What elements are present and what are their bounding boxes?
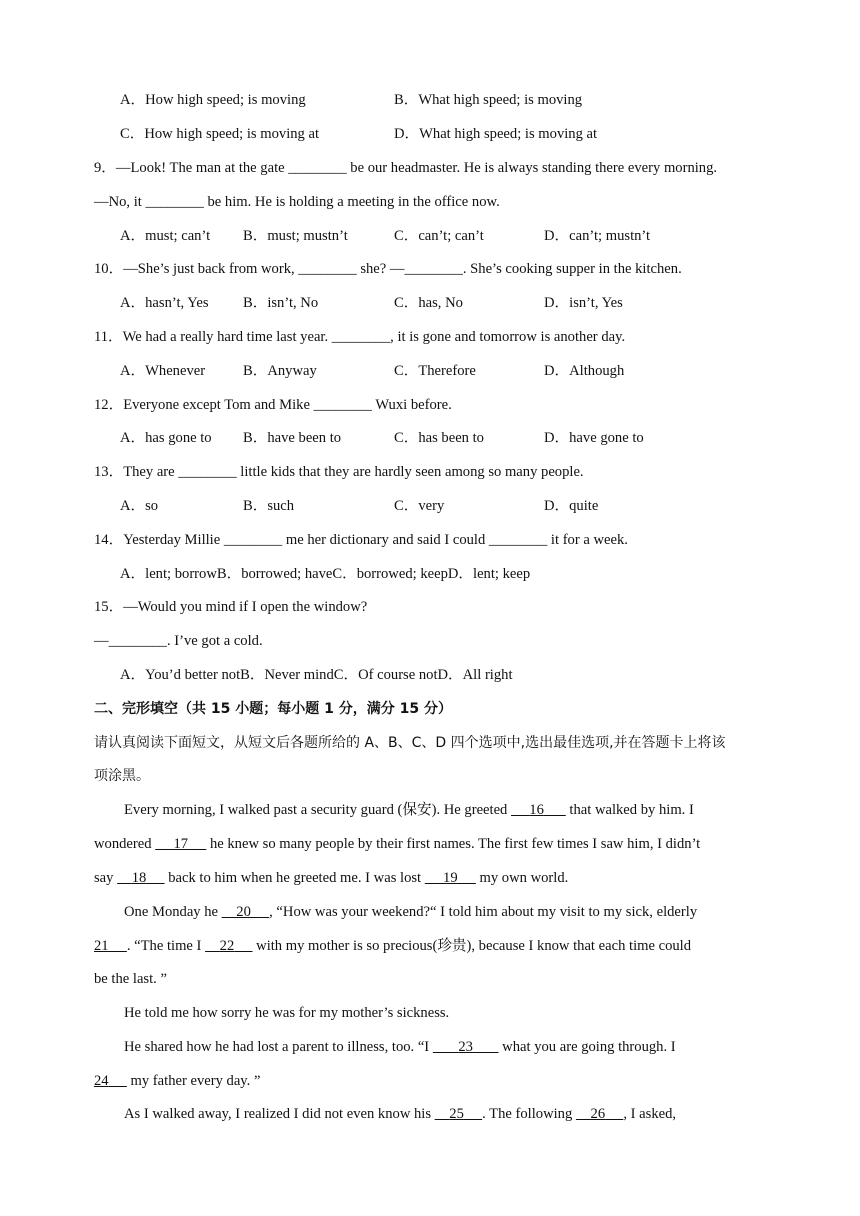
passage-line <box>94 834 766 854</box>
passage-text: my father every day. ” <box>130 1073 261 1089</box>
passage-line <box>94 1071 766 1091</box>
blank-17: 17 <box>173 836 189 852</box>
q10-option-c: C．has, No <box>394 295 463 311</box>
blank-18: 18 <box>131 870 147 886</box>
q8-option-d: D．What high speed; is moving at <box>394 126 598 142</box>
section-heading: 二、完形填空（共 15 小题；每小题 1 分，满分 15 分） <box>94 701 452 717</box>
q9-option-a: A．must; can’t <box>120 228 211 244</box>
q9-option-b: B．must; mustn’t <box>243 228 348 244</box>
blank-25: 25 <box>449 1106 464 1122</box>
blank-16: 16 <box>529 802 544 818</box>
passage-text: say <box>94 870 114 886</box>
blank-24: 24 <box>94 1073 109 1089</box>
q8-option-a: A．How high speed; is moving <box>120 92 306 108</box>
q8-option-c: C．How high speed; is moving at <box>120 126 320 142</box>
q9-stem-reply: —No, it ________ be him. He is holding a meeting in the office now. <box>94 194 500 210</box>
passage-line <box>94 868 766 888</box>
passage-text: . The following <box>482 1106 573 1122</box>
q15-stem: 15．—Would you mind if I open the window? <box>94 599 368 615</box>
passage-line <box>124 1104 766 1124</box>
passage-line: He told me how sorry he was for my mother’s sickness. <box>124 1005 450 1021</box>
passage-text: Every morning, I walked past a security guard (保安). He greeted <box>124 802 508 818</box>
passage-line <box>124 1037 766 1057</box>
blank-19: 19 <box>443 870 458 886</box>
blank-20: 20 <box>236 904 251 920</box>
passage-text: my own world. <box>479 870 569 886</box>
passage-text: He shared how he had lost a parent to illness, too. “I <box>124 1039 430 1055</box>
blank-26: 26 <box>590 1106 606 1122</box>
passage-text: what you are going through. I <box>502 1039 676 1055</box>
passage-line <box>124 800 766 820</box>
q12-option-a: A．has gone to <box>120 430 212 446</box>
passage-text: , I asked, <box>623 1106 677 1122</box>
passage-text: As I walked away, I realized I did not even know his <box>124 1106 432 1122</box>
passage-line <box>94 936 766 956</box>
q10-option-d: D．isn’t, Yes <box>544 295 623 311</box>
q14-stem: 14．Yesterday Millie ________ me her dictionary and said I could ________ it for a week. <box>94 532 628 548</box>
passage-text: , “How was your weekend?“ I told him about my visit to my sick, elderly <box>269 904 698 920</box>
passage-text: . “The time I <box>126 938 202 954</box>
q11-option-d: D．Although <box>544 363 625 379</box>
q9-stem: 9．—Look! The man at the gate ________ be our headmaster. He is always standing there every morning. <box>94 160 718 176</box>
passage-line: be the last. ” <box>94 971 167 987</box>
section-instructions-cont: 项涂黑。 <box>94 768 150 784</box>
q13-option-b: B．such <box>243 498 295 514</box>
q15-stem-reply: —________. I’ve got a cold. <box>94 633 263 649</box>
q11-option-c: C．Therefore <box>394 363 476 379</box>
blank-22: 22 <box>219 938 235 954</box>
q10-option-b: B．isn’t, No <box>243 295 319 311</box>
q14-options: A．lent; borrowB．borrowed; haveC．borrowed; keepD．lent; keep <box>120 566 531 582</box>
blank-23: 23 <box>458 1039 473 1055</box>
q12-stem: 12．Everyone except Tom and Mike ________ Wuxi before. <box>94 397 452 413</box>
q9-option-d: D．can’t; mustn’t <box>544 228 651 244</box>
q12-option-b: B．have been to <box>243 430 342 446</box>
passage-text: One Monday he <box>124 904 219 920</box>
blank-21: 21 <box>94 938 109 954</box>
q8-option-b: B．What high speed; is moving <box>394 92 583 108</box>
section-instructions: 请认真阅读下面短文，从短文后各题所给的 A、B、C、D 四个选项中,选出最佳选项,并在答题卡上将该 <box>94 735 726 751</box>
q13-option-d: D．quite <box>544 498 599 514</box>
q9-option-c: C．can’t; can’t <box>394 228 484 244</box>
q11-option-a: A．Whenever <box>120 363 206 379</box>
passage-text: back to him when he greeted me. I was lost <box>168 870 422 886</box>
passage-text: wondered <box>94 836 152 852</box>
q13-option-a: A．so <box>120 498 159 514</box>
q15-options: A．You’d better notB．Never mindC．Of course notD．All right <box>120 667 513 683</box>
q10-stem: 10．—She’s just back from work, ________ she? —________. She’s cooking supper in the kitchen. <box>94 261 682 277</box>
q13-stem: 13．They are ________ little kids that they are hardly seen among so many people. <box>94 464 584 480</box>
q13-option-c: C．very <box>394 498 445 514</box>
passage-line <box>124 902 766 922</box>
q10-option-a: A．hasn’t, Yes <box>120 295 209 311</box>
q11-option-b: B．Anyway <box>243 363 317 379</box>
passage-text: that walked by him. I <box>569 802 694 818</box>
q12-option-d: D．have gone to <box>544 430 644 446</box>
passage-text: he knew so many people by their first names. The first few times I saw him, I didn’t <box>209 836 701 852</box>
q12-option-c: C．has been to <box>394 430 484 446</box>
q11-stem: 11．We had a really hard time last year. ________, it is gone and tomorrow is another day. <box>94 329 626 345</box>
passage-text: with my mother is so precious(珍贵), because I know that each time could <box>256 938 692 954</box>
